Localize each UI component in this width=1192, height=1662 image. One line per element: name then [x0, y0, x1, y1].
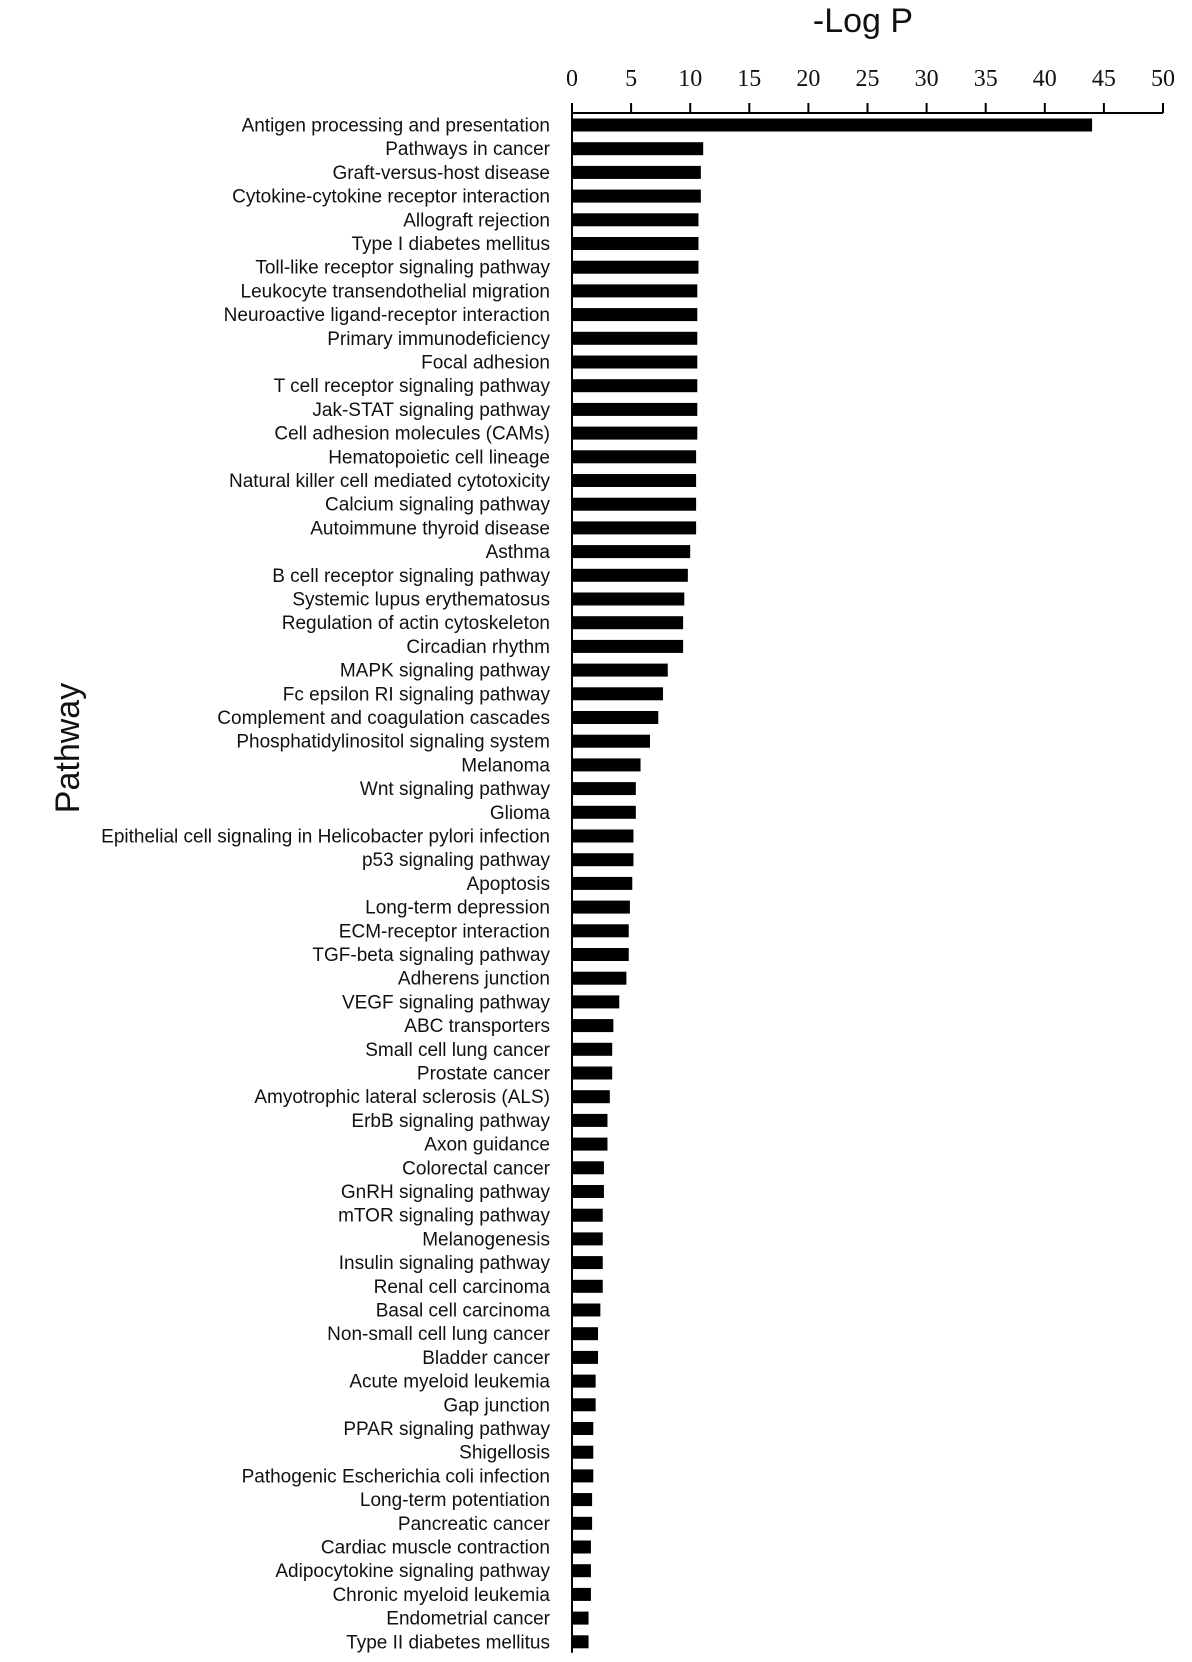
bar: [572, 877, 632, 890]
x-tick-label: 5: [625, 66, 638, 92]
bar: [572, 474, 696, 487]
bar: [572, 1161, 604, 1174]
category-label: Allograft rejection: [403, 210, 550, 232]
bar: [572, 166, 701, 179]
category-label: B cell receptor signaling pathway: [272, 565, 550, 587]
bar: [572, 1304, 600, 1317]
bar: [572, 1043, 612, 1056]
category-label: Long-term potentiation: [359, 1490, 550, 1512]
bar: [572, 1612, 589, 1625]
category-label: Small cell lung cancer: [365, 1039, 550, 1061]
bar: [572, 830, 633, 843]
bar: [572, 521, 696, 534]
x-tick-label: 15: [737, 66, 762, 92]
category-label: ECM-receptor interaction: [338, 921, 550, 943]
category-label: MAPK signaling pathway: [339, 660, 550, 682]
bar: [572, 640, 683, 653]
x-tick-label: 10: [678, 66, 703, 92]
bar: [572, 1422, 593, 1435]
category-label: VEGF signaling pathway: [341, 992, 550, 1014]
bar: [572, 1635, 589, 1648]
bar: [572, 1138, 607, 1151]
bar: [572, 1564, 591, 1577]
bar: [572, 593, 684, 606]
category-label: Neuroactive ligand-receptor interaction: [223, 305, 550, 327]
category-label: Chronic myeloid leukemia: [332, 1584, 550, 1606]
x-axis-ticks: [566, 66, 1175, 113]
category-label: Focal adhesion: [421, 352, 550, 374]
bar: [572, 1446, 593, 1459]
category-label: Graft-versus-host disease: [332, 162, 550, 184]
category-label: Hematopoietic cell lineage: [328, 447, 550, 469]
bar: [572, 569, 688, 582]
category-label: Epithelial cell signaling in Helicobacter pylori infection: [101, 826, 550, 848]
category-label: GnRH signaling pathway: [340, 1182, 550, 1203]
bar: [572, 1185, 604, 1198]
category-label: PPAR signaling pathway: [343, 1419, 550, 1440]
category-label: mTOR signaling pathway: [338, 1205, 550, 1227]
bar: [572, 901, 630, 914]
x-tick-label: 40: [1032, 66, 1057, 92]
bar: [572, 190, 701, 203]
category-label: Wnt signaling pathway: [359, 779, 550, 801]
category-label: Circadian rhythm: [406, 636, 550, 658]
category-labels: [101, 116, 551, 1654]
category-label: Pathogenic Escherichia coli infection: [241, 1466, 550, 1488]
category-label: Toll-like receptor signaling pathway: [255, 257, 550, 279]
bar: [572, 664, 668, 677]
category-label: Asthma: [485, 542, 550, 564]
bar: [572, 142, 703, 155]
category-label: TGF-beta signaling pathway: [312, 945, 550, 966]
category-label: Natural killer cell mediated cytotoxicity: [228, 471, 550, 492]
bar: [572, 1256, 603, 1269]
category-label: Jak-STAT signaling pathway: [312, 399, 550, 421]
category-label: T cell receptor signaling pathway: [273, 376, 550, 398]
bar: [572, 1375, 596, 1388]
bar: [572, 119, 1092, 132]
category-label: Shigellosis: [459, 1442, 550, 1464]
bar: [572, 995, 619, 1008]
bar: [572, 806, 636, 819]
x-tick-label: 0: [566, 66, 578, 92]
bar: [572, 1351, 598, 1364]
x-tick-label: 25: [855, 66, 880, 92]
category-label: Pathways in cancer: [385, 139, 550, 161]
category-label: Regulation of actin cytoskeleton: [281, 613, 550, 635]
bar: [572, 1232, 603, 1245]
category-label: Basal cell carcinoma: [375, 1300, 550, 1322]
category-label: Cardiac muscle contraction: [320, 1537, 550, 1559]
category-label: Cytokine-cytokine receptor interaction: [232, 186, 550, 208]
bar: [572, 427, 697, 440]
category-label: Prostate cancer: [416, 1063, 550, 1085]
bar: [572, 545, 690, 558]
category-label: Apoptosis: [466, 873, 550, 895]
category-label: Non-small cell lung cancer: [327, 1324, 550, 1346]
category-label: Melanogenesis: [422, 1229, 550, 1251]
category-label: Autoimmune thyroid disease: [310, 518, 550, 540]
category-label: Gap junction: [443, 1395, 550, 1417]
category-label: Insulin signaling pathway: [338, 1253, 550, 1275]
bars: [572, 119, 1092, 1649]
x-tick-label: 45: [1091, 66, 1116, 92]
bar: [572, 379, 697, 392]
category-label: Glioma: [489, 802, 550, 824]
category-label: Antigen processing and presentation: [241, 115, 550, 137]
bar: [572, 758, 641, 771]
category-label: Adherens junction: [397, 968, 550, 990]
bar: [572, 1541, 591, 1554]
category-label: Phosphatidylinositol signaling system: [236, 731, 550, 753]
bar: [572, 1280, 603, 1293]
bar: [572, 687, 663, 700]
category-label: Calcium signaling pathway: [325, 494, 550, 516]
category-label: Colorectal cancer: [402, 1158, 550, 1180]
bar: [572, 1019, 613, 1032]
bar: [572, 1067, 612, 1080]
category-label: Adipocytokine signaling pathway: [275, 1561, 550, 1583]
y-axis-label: Pathway: [49, 682, 87, 814]
category-label: Fc epsilon RI signaling pathway: [282, 684, 550, 706]
category-label: Leukocyte transendothelial migration: [240, 281, 550, 303]
x-tick-label: 30: [914, 66, 939, 92]
bar: [572, 237, 698, 250]
bar: [572, 1398, 596, 1411]
category-label: Amyotrophic lateral sclerosis (ALS): [254, 1087, 550, 1109]
category-label: Type I diabetes mellitus: [351, 234, 550, 255]
bar: [572, 498, 696, 511]
bar: [572, 308, 697, 321]
bar: [572, 782, 636, 795]
bar: [572, 1327, 598, 1340]
category-label: ErbB signaling pathway: [351, 1110, 550, 1132]
bar: [572, 948, 629, 961]
x-tick-label: 35: [973, 66, 998, 92]
category-label: Axon guidance: [424, 1134, 550, 1156]
category-label: Long-term depression: [365, 897, 550, 919]
bar: [572, 1588, 591, 1601]
bar: [572, 1090, 610, 1103]
category-label: Primary immunodeficiency: [327, 328, 550, 350]
bar: [572, 332, 697, 345]
bar: [572, 1114, 607, 1127]
bar: [572, 972, 626, 985]
bar: [572, 450, 696, 463]
bar: [572, 735, 650, 748]
category-label: Type II diabetes mellitus: [346, 1632, 550, 1654]
category-label: Melanoma: [461, 755, 550, 777]
bar: [572, 1209, 603, 1222]
chart-title: -Log P: [812, 2, 914, 40]
category-label: Pancreatic cancer: [397, 1513, 550, 1535]
category-label: Complement and coagulation cascades: [217, 708, 550, 729]
bar: [572, 711, 658, 724]
x-tick-label: 50: [1151, 66, 1175, 92]
category-label: Renal cell carcinoma: [373, 1276, 550, 1298]
x-tick-label: 20: [796, 66, 821, 92]
category-label: Endometrial cancer: [386, 1608, 550, 1630]
bar: [572, 356, 697, 369]
category-label: Cell adhesion molecules (CAMs): [274, 423, 550, 445]
category-label: Bladder cancer: [422, 1347, 550, 1369]
category-label: p53 signaling pathway: [361, 850, 550, 872]
bar: [572, 1469, 593, 1482]
bar: [572, 924, 629, 937]
category-label: ABC transporters: [404, 1016, 550, 1038]
bar: [572, 261, 698, 274]
bar: [572, 213, 698, 226]
bar: [572, 1517, 592, 1530]
bar: [572, 1493, 592, 1506]
bar: [572, 616, 683, 629]
bar: [572, 853, 633, 866]
category-label: Acute myeloid leukemia: [349, 1371, 550, 1393]
category-label: Systemic lupus erythematosus: [292, 589, 550, 611]
bar: [572, 403, 697, 416]
bar: [572, 284, 697, 297]
